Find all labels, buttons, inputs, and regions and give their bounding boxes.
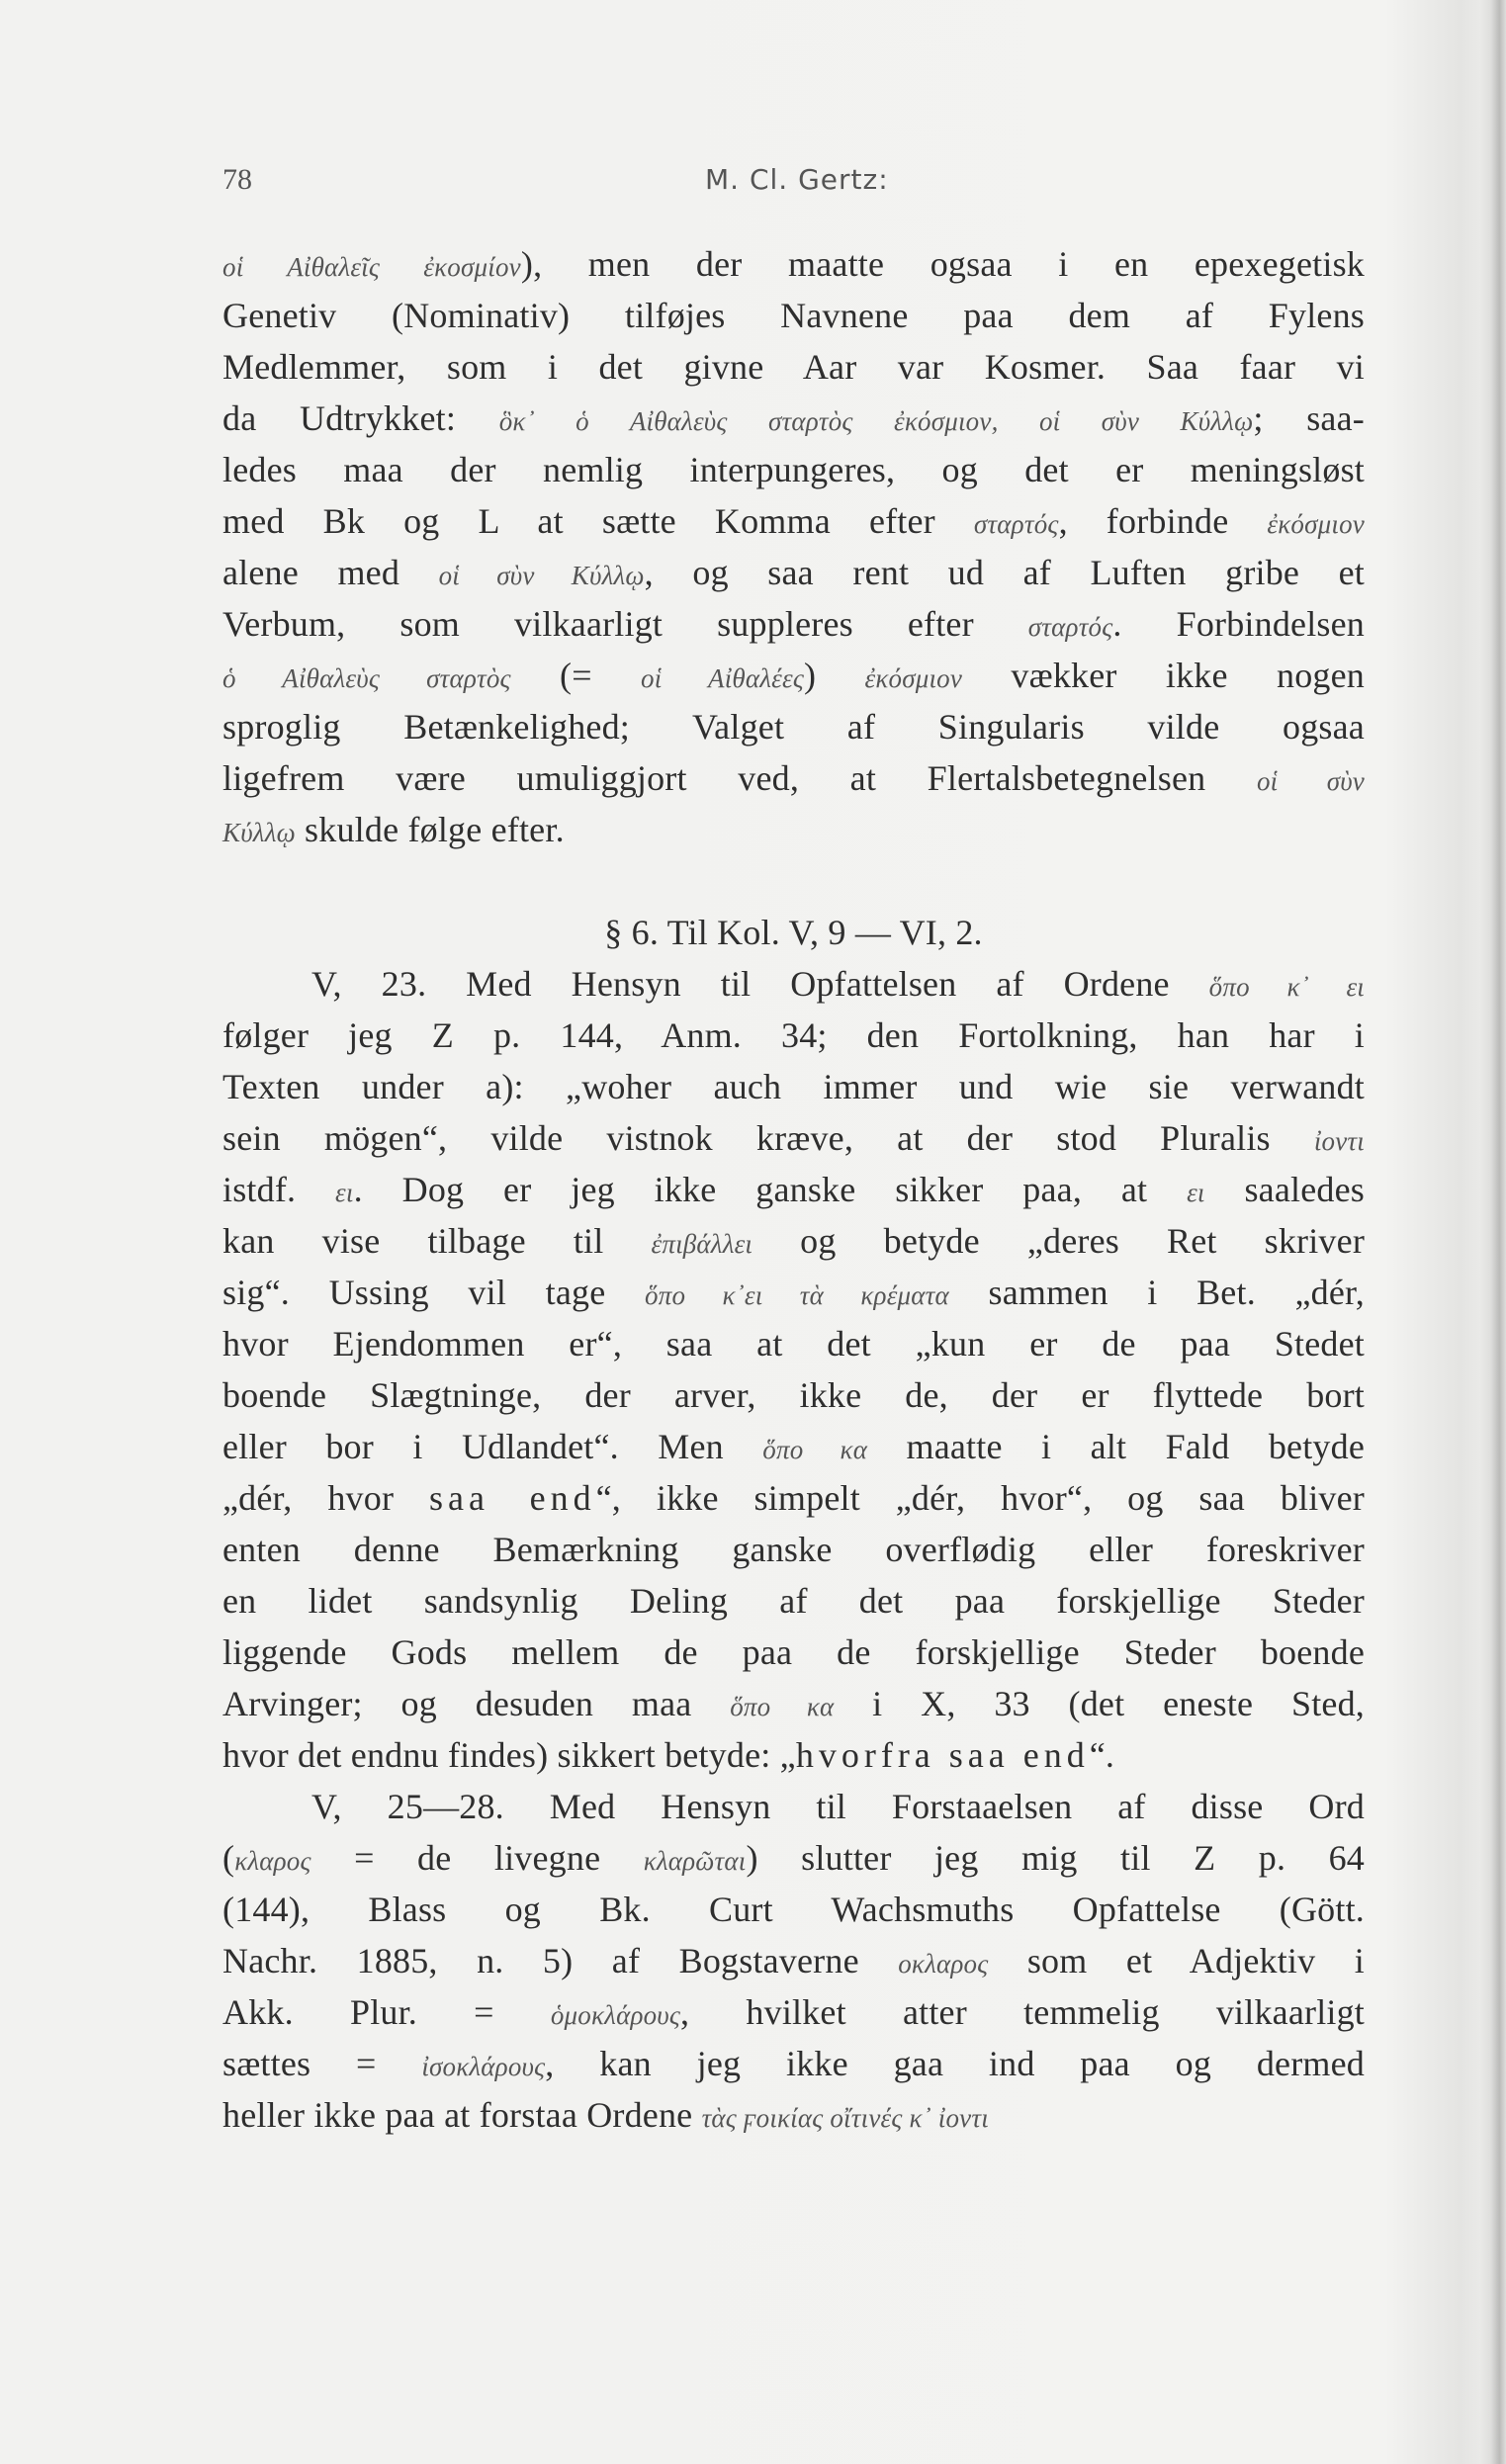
text-run: sein mögen“, vilde vistnok kræve, at der stod Pluralis xyxy=(222,1118,1314,1158)
greek-text: ἐκόσμιον xyxy=(1267,509,1365,539)
text-run: . Dog er jeg ikke ganske sikker paa, at xyxy=(353,1170,1188,1209)
text-run: „dér, hvor xyxy=(222,1478,430,1518)
text-run: “, ikke simpelt „dér, hvor“, og saa bliver xyxy=(595,1478,1365,1518)
spaced-emphasis: saa end xyxy=(429,1478,596,1518)
paragraph-1 xyxy=(222,238,1365,855)
text-run: sig“. Ussing vil tage xyxy=(222,1273,646,1312)
text-line xyxy=(222,1369,1365,1421)
text-line xyxy=(222,290,1365,341)
text-run: som et Adjektiv i xyxy=(988,1941,1365,1980)
greek-text: οἱ σὺν Κύλλῳ xyxy=(438,561,645,590)
text-run: Akk. Plur. = xyxy=(222,1992,551,2032)
text-run: i X, 33 (det eneste Sted, xyxy=(834,1684,1366,1723)
text-run: Nachr. 1885, n. 5) af Bogstaverne xyxy=(222,1941,899,1980)
text-line xyxy=(222,1729,1365,1781)
text-line xyxy=(222,547,1365,598)
text-line xyxy=(222,1164,1365,1215)
text-run: Genetiv (Nominativ) tilføjes Navnene paa dem af Fylens xyxy=(222,296,1365,335)
greek-text: σταρτός xyxy=(973,509,1059,539)
paragraph-2 xyxy=(222,958,1365,1781)
greek-text: ὃκ᾽ ὁ Αἰθαλεὺς σταρτὸς ἐκόσμιον, οἱ σὺν Κύλλῳ xyxy=(498,406,1254,436)
greek-text: ἐπιβάλλει xyxy=(651,1229,753,1259)
text-line xyxy=(222,650,1365,701)
text-line xyxy=(222,1986,1365,2038)
text-run: med Bk og L at sætte Komma efter xyxy=(222,501,974,541)
text-line xyxy=(222,393,1365,444)
section-gap-before xyxy=(222,855,1365,907)
text-run: = de livegne xyxy=(310,1838,644,1878)
text-run: da Udtrykket: xyxy=(222,398,499,438)
text-run: enten denne Bemærkning ganske overflødig eller foreskriver xyxy=(222,1530,1365,1569)
text-run: , forbinde xyxy=(1058,501,1268,541)
running-head: M. Cl. Gertz: xyxy=(705,163,889,196)
greek-text: ἐκόσμιον xyxy=(864,663,963,693)
text-run: eller bor i Udlandet“. Men xyxy=(222,1427,763,1466)
text-run: kan vise tilbage til xyxy=(222,1221,652,1261)
text-line xyxy=(222,1215,1365,1267)
text-line xyxy=(222,752,1365,804)
text-run: , kan jeg ikke gaa ind paa og dermed xyxy=(545,2044,1365,2083)
text-line xyxy=(222,1781,1365,1832)
text-line xyxy=(222,238,1365,290)
greek-text: οἱ Αἰθαλεῖς ἐκοσμίον xyxy=(222,252,521,282)
text-line xyxy=(222,1884,1365,1935)
text-run: ; saa- xyxy=(1253,398,1365,438)
greek-text: τὰς ϝοικίας οἴτινές κ᾽ ἰοντι xyxy=(701,2103,989,2133)
text-run: ligefrem være umuliggjort ved, at Flertalsbetegnelsen xyxy=(222,758,1257,798)
greek-text: σταρτός xyxy=(1027,612,1113,642)
text-line xyxy=(222,2038,1365,2089)
greek-text: κλαρῶται xyxy=(643,1846,747,1876)
section-heading: § 6. Til Kol. V, 9 — VI, 2. xyxy=(604,913,983,952)
text-line xyxy=(222,1935,1365,1986)
text-run: en lidet sandsynlig Deling af det paa forskjellige Steder xyxy=(222,1581,1365,1621)
text-line xyxy=(222,958,1365,1010)
text-line xyxy=(222,1627,1365,1678)
text-line xyxy=(222,1832,1365,1884)
text-run: istdf. xyxy=(222,1170,336,1209)
greek-text: ὅπο κ᾽ει τὰ κρέματα xyxy=(645,1280,949,1310)
greek-text: οἱ Αἰθαλέες xyxy=(641,663,804,693)
text-run: vækker ikke nogen xyxy=(962,656,1365,695)
text-run: ( xyxy=(222,1838,235,1878)
text-line xyxy=(222,1575,1365,1627)
text-run: Verbum, som vilkaarligt suppleres efter xyxy=(222,604,1028,644)
text-line xyxy=(222,495,1365,547)
text-line xyxy=(222,1524,1365,1575)
text-run: sproglig Betænkelighed; Valget af Singularis vilde ogsaa xyxy=(222,707,1365,747)
text-run: hvor Ejendommen er“, saa at det „kun er de paa Stedet xyxy=(222,1324,1365,1364)
paragraph-3 xyxy=(222,1781,1365,2141)
text-run: V, 23. Med Hensyn til Opfattelsen af Ordene xyxy=(311,964,1209,1004)
greek-text: ἰσοκλάρους xyxy=(421,2052,546,2081)
text-line xyxy=(222,1678,1365,1729)
greek-text: οἱ σὺν xyxy=(1256,766,1365,796)
greek-text: κλαρος xyxy=(234,1846,311,1876)
text-run: ) xyxy=(804,656,865,695)
page-header xyxy=(222,155,1365,205)
text-run: , hvilket atter temmelig vilkaarligt xyxy=(680,1992,1365,2032)
body-text xyxy=(222,238,1365,2141)
text-run: hvor det endnu findes) sikkert betyde: „ xyxy=(222,1735,796,1775)
text-line xyxy=(222,1267,1365,1318)
text-line xyxy=(222,701,1365,752)
text-line xyxy=(222,1318,1365,1369)
page-edge-shadow xyxy=(1480,0,1506,2464)
text-line xyxy=(222,1472,1365,1524)
text-line xyxy=(222,804,1365,855)
text-run: (144), Blass og Bk. Curt Wachsmuths Opfattelse (Gött. xyxy=(222,1890,1365,1929)
text-line xyxy=(222,1421,1365,1472)
text-line xyxy=(222,1010,1365,1061)
greek-text: ει xyxy=(1187,1178,1205,1207)
text-run: maatte i alt Fald betyde xyxy=(867,1427,1365,1466)
text-run: Texten under a): „woher auch immer und wie sie verwandt xyxy=(222,1067,1365,1106)
text-run: “. xyxy=(1089,1735,1115,1775)
text-line xyxy=(222,598,1365,650)
text-run: V, 25—28. Med Hensyn til Forstaaelsen af disse Ord xyxy=(311,1787,1365,1826)
text-run: Arvinger; og desuden maa xyxy=(222,1684,731,1723)
text-run: ledes maa der nemlig interpungeres, og det er meningsløst xyxy=(222,450,1365,489)
text-run: saaledes xyxy=(1204,1170,1366,1209)
greek-text: ὅπο κα xyxy=(730,1692,835,1721)
text-run: (= xyxy=(510,656,642,695)
text-run: boende Slægtninge, der arver, ikke de, der er flyttede bort xyxy=(222,1375,1365,1415)
text-run: sammen i Bet. „dér, xyxy=(948,1273,1366,1312)
text-run: alene med xyxy=(222,553,439,592)
text-run: liggende Gods mellem de paa de forskjellige Steder boende xyxy=(222,1632,1365,1672)
text-run: skulde følge efter. xyxy=(295,810,565,849)
text-run: sættes = xyxy=(222,2044,422,2083)
text-line xyxy=(222,444,1365,495)
text-run: , og saa rent ud af Luften gribe et xyxy=(644,553,1366,592)
text-run: . Forbindelsen xyxy=(1112,604,1365,644)
text-run: heller ikke paa at forstaa Ordene xyxy=(222,2095,702,2135)
text-line xyxy=(222,1112,1365,1164)
greek-text: ὅπο κα xyxy=(762,1435,868,1464)
text-run: ), men der maatte ogsaa i en epexegetisk xyxy=(520,244,1365,284)
page-number: 78 xyxy=(222,163,252,196)
greek-text: ὁμοκλάρους xyxy=(550,2000,681,2030)
spaced-emphasis: hvorfra saa end xyxy=(795,1735,1090,1775)
text-run: ) slutter jeg mig til Z p. 64 xyxy=(746,1838,1365,1878)
text-run: følger jeg Z p. 144, Anm. 34; den Fortolkning, han har i xyxy=(222,1015,1365,1055)
greek-text: ει xyxy=(335,1178,354,1207)
text-line xyxy=(222,1061,1365,1112)
text-run: og betyde „deres Ret skriver xyxy=(753,1221,1366,1261)
text-line xyxy=(222,341,1365,393)
greek-text: Κύλλῳ xyxy=(222,818,296,847)
greek-text: ὁ Αἰθαλεὺς σταρτὸς xyxy=(222,663,511,693)
greek-text: ὅπο κ᾽ ει xyxy=(1208,972,1365,1002)
text-run: Medlemmer, som i det givne Aar var Kosmer. Saa faar vi xyxy=(222,347,1365,387)
greek-text: ἰοντι xyxy=(1313,1126,1365,1156)
greek-text: οκλαρος xyxy=(898,1949,989,1979)
text-line xyxy=(222,2089,1365,2141)
